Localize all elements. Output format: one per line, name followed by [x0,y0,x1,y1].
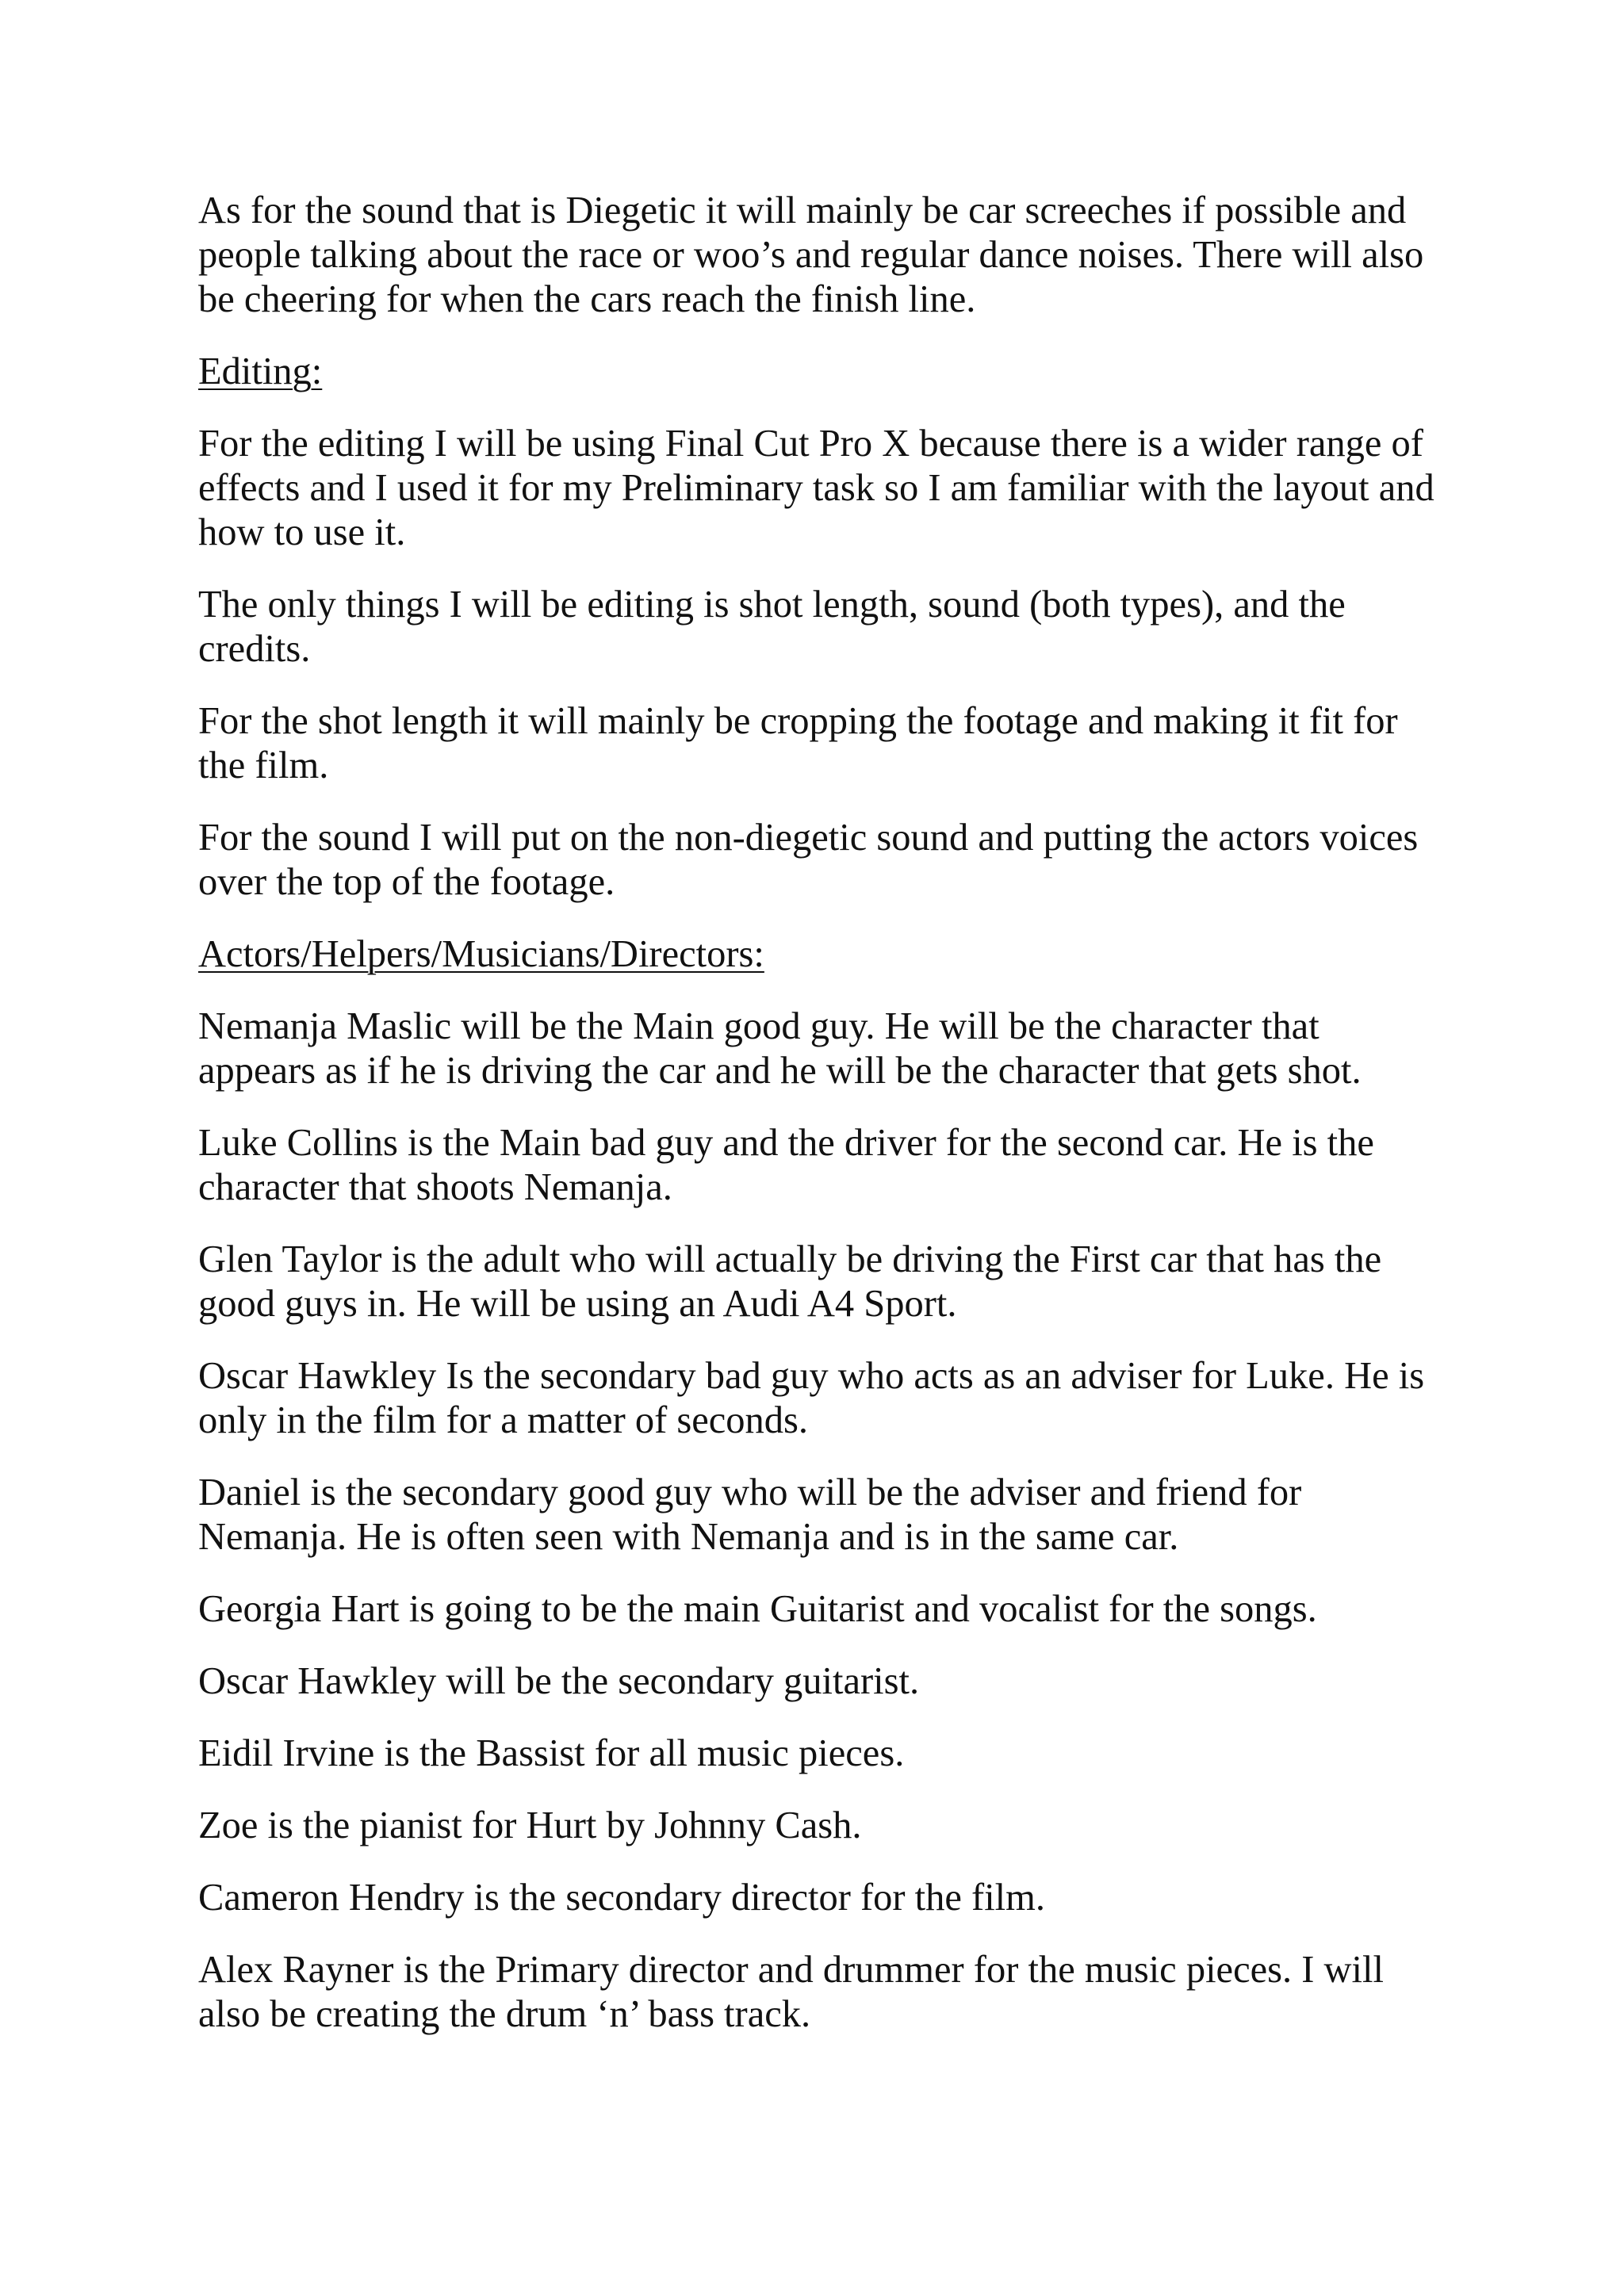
paragraph-line: Zoe is the pianist for Hurt by Johnny Cash. [198,1804,862,1846]
heading-text: Editing: [198,350,323,392]
paragraph-line: Alex Rayner is the Primary director and drummer for the music pieces. I will [198,1949,1384,1991]
paragraph-line: Cameron Hendry is the secondary director for the film. [198,1877,1045,1919]
paragraph-line: Oscar Hawkley will be the secondary guitarist. [198,1660,920,1702]
paragraph-line: Glen Taylor is the adult who will actually be driving the First car that has the [198,1238,1382,1280]
paragraph-line: also be creating the drum ‘n’ bass track. [198,1993,811,2035]
paragraph [198,816,1451,905]
paragraph-line: For the shot length it will mainly be cropping the footage and making it fit for [198,700,1398,742]
paragraph-line: The only things I will be editing is shot length, sound (both types), and the [198,584,1346,626]
paragraph [198,1659,1451,1704]
paragraph-line: Nemanja. He is often seen with Nemanja and is in the same car. [198,1516,1179,1558]
paragraph [198,583,1451,672]
paragraph-line: over the top of the footage. [198,861,615,903]
paragraph-line: good guys in. He will be using an Audi A4 Sport. [198,1283,957,1325]
paragraph-line: Daniel is the secondary good guy who will be the adviser and friend for [198,1471,1302,1513]
paragraph-line: Georgia Hart is going to be the main Guitarist and vocalist for the songs. [198,1588,1317,1630]
paragraph [198,1587,1451,1632]
paragraph [198,1804,1451,1848]
heading-text: Actors/Helpers/Musicians/Directors: [198,933,764,975]
section-heading [198,350,1451,394]
section-heading [198,932,1451,977]
paragraph-line: Eidil Irvine is the Bassist for all music pieces. [198,1732,905,1774]
paragraph-line: For the sound I will put on the non-diegetic sound and putting the actors voices [198,817,1419,859]
paragraph [198,422,1451,555]
paragraph-line: For the editing I will be using Final Cut Pro X because there is a wider range of [198,423,1423,465]
paragraph-line: As for the sound that is Diegetic it will mainly be car screeches if possible and [198,189,1407,232]
paragraph [198,1732,1451,1776]
paragraph-line: Oscar Hawkley Is the secondary bad guy who acts as an adviser for Luke. He is [198,1355,1425,1397]
paragraph [198,1876,1451,1920]
paragraph-line: effects and I used it for my Preliminary task so I am familiar with the layout and [198,467,1434,509]
paragraph-line: how to use it. [198,511,406,553]
paragraph-line: Nemanja Maslic will be the Main good guy. He will be the character that [198,1005,1320,1047]
document-body [198,189,1451,2064]
paragraph-line: only in the film for a matter of seconds. [198,1399,809,1441]
paragraph [198,1121,1451,1210]
paragraph-line: Luke Collins is the Main bad guy and the driver for the second car. He is the [198,1122,1374,1164]
paragraph [198,1238,1451,1326]
paragraph [198,1471,1451,1559]
paragraph [198,1354,1451,1443]
paragraph [198,699,1451,788]
paragraph-line: people talking about the race or woo’s and regular dance noises. There will also [198,234,1424,276]
paragraph-line: character that shoots Nemanja. [198,1166,672,1208]
paragraph-line: the film. [198,744,329,786]
paragraph [198,1004,1451,1093]
paragraph-line: credits. [198,628,311,670]
paragraph [198,1948,1451,2037]
paragraph [198,189,1451,322]
paragraph-line: appears as if he is driving the car and he will be the character that gets shot. [198,1050,1362,1092]
paragraph-line: be cheering for when the cars reach the finish line. [198,278,976,320]
